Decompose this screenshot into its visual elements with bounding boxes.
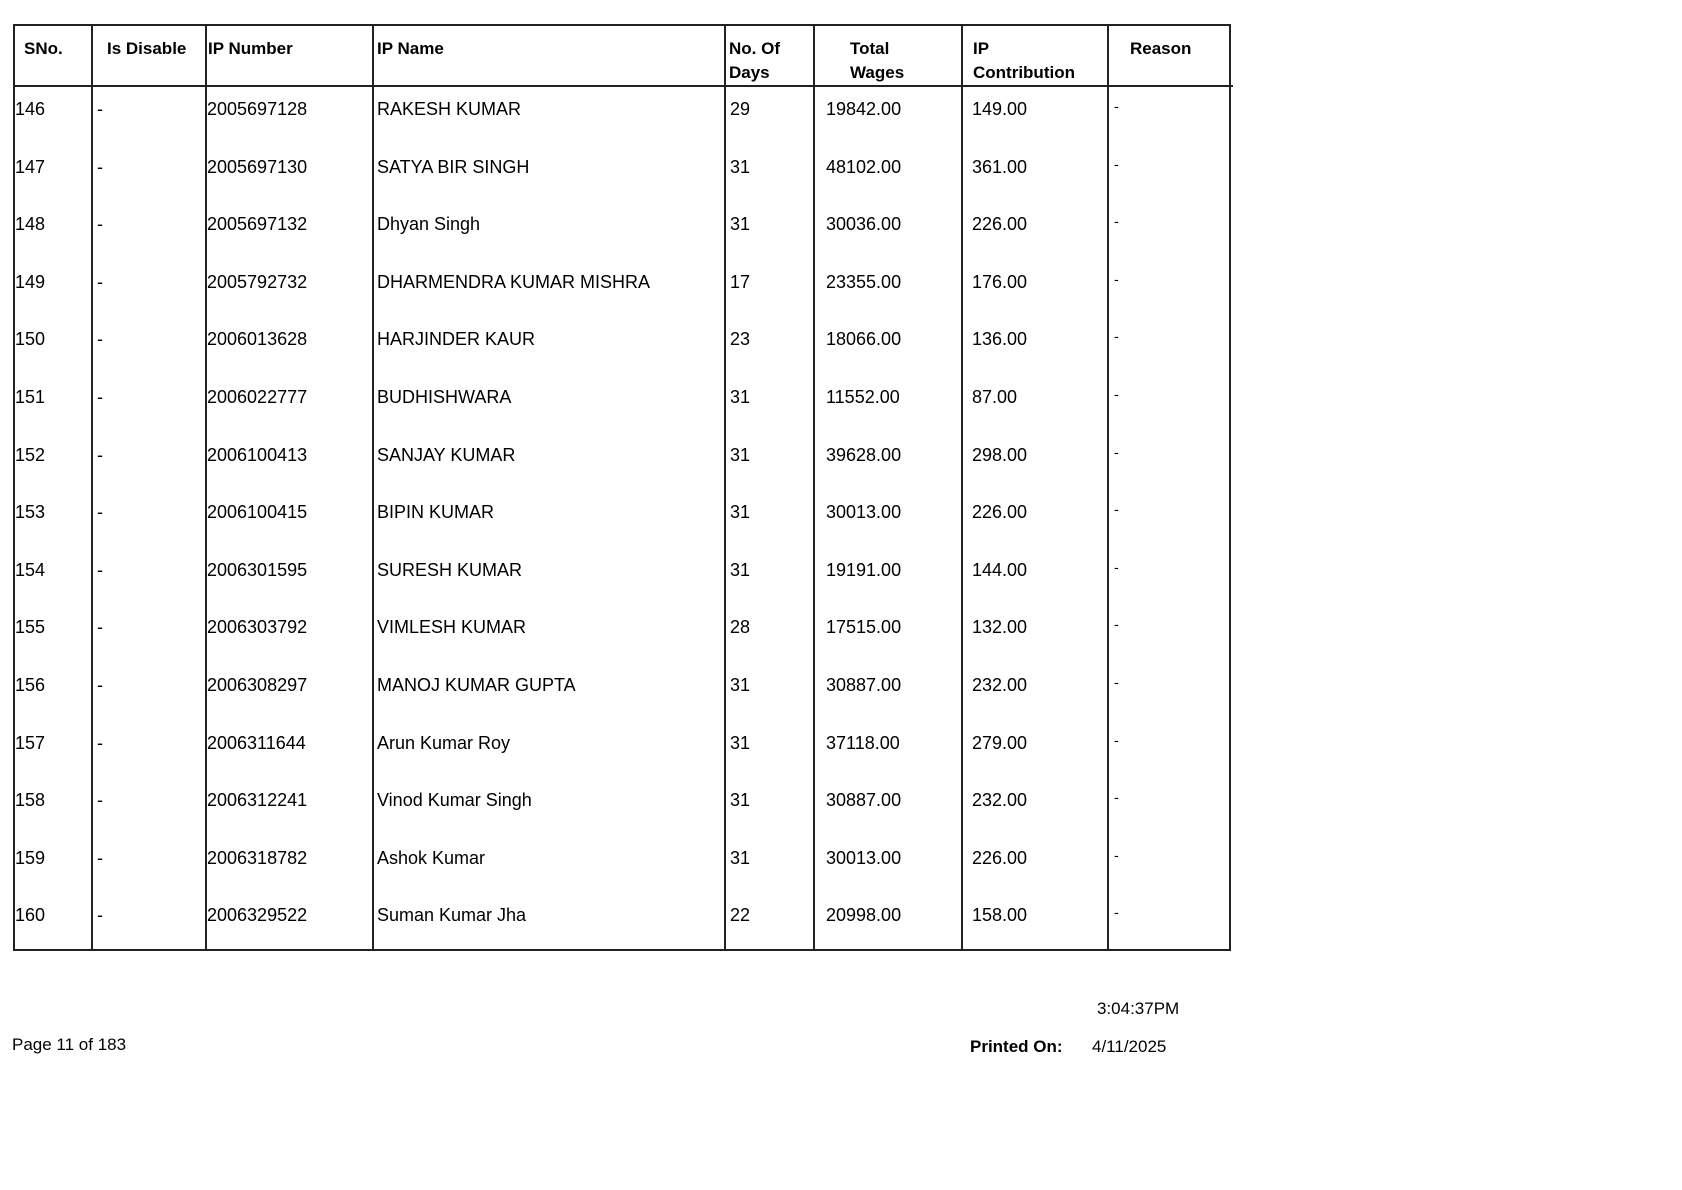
cell-reason: - xyxy=(1114,443,1119,460)
cell-wages: 39628.00 xyxy=(826,444,902,465)
cell-wages: 19191.00 xyxy=(826,559,902,580)
column-divider xyxy=(91,26,93,949)
cell-ip-number: 2006308297 xyxy=(207,675,308,695)
cell-ip-name: HARJINDER KAUR xyxy=(377,329,536,350)
cell-is-disable: - xyxy=(97,617,103,638)
cell-is-disable: - xyxy=(97,329,103,350)
cell-is-disable: - xyxy=(97,99,103,119)
column-header-contribution: IP Contribution xyxy=(973,39,1075,82)
header-divider xyxy=(15,85,1233,87)
cell-sno: 150 xyxy=(15,329,46,350)
page-number: Page 11 of 183 xyxy=(12,1035,127,1054)
column-header-reason: Reason xyxy=(1130,39,1192,58)
cell-reason: - xyxy=(1114,789,1119,806)
cell-reason: - xyxy=(1114,155,1119,172)
cell-reason: - xyxy=(1114,846,1119,863)
cell-reason: - xyxy=(1114,558,1119,575)
cell-sno: 152 xyxy=(15,444,46,465)
cell-is-disable: - xyxy=(97,847,103,868)
cell-sno: 147 xyxy=(15,156,46,177)
column-divider xyxy=(961,26,963,949)
cell-ip-number: 2005697130 xyxy=(207,156,308,177)
cell-is-disable: - xyxy=(97,156,103,177)
cell-ip-number: 2005792732 xyxy=(207,271,308,292)
cell-wages: 30887.00 xyxy=(826,790,902,811)
cell-ip-number: 2006312241 xyxy=(207,790,308,811)
cell-days: 31 xyxy=(730,847,751,868)
column-header-sno: SNo. xyxy=(24,39,63,58)
cell-ip-name: RAKESH KUMAR xyxy=(377,99,522,119)
cell-reason: - xyxy=(1114,674,1119,690)
cell-is-disable: - xyxy=(97,444,103,465)
cell-contribution: 176.00 xyxy=(972,271,1028,292)
cell-sno: 159 xyxy=(15,847,46,868)
cell-days: 23 xyxy=(730,329,751,350)
cell-sno: 155 xyxy=(15,617,46,638)
cell-days: 31 xyxy=(730,675,751,695)
cell-contribution: 232.00 xyxy=(972,675,1028,695)
cell-wages: 30013.00 xyxy=(826,502,902,523)
cell-sno: 148 xyxy=(15,214,46,235)
cell-days: 28 xyxy=(730,617,751,638)
cell-days: 31 xyxy=(730,156,751,177)
cell-days: 22 xyxy=(730,905,751,926)
cell-ip-name: VIMLESH KUMAR xyxy=(377,617,527,638)
cell-wages: 48102.00 xyxy=(826,156,902,177)
cell-ip-name: Ashok Kumar xyxy=(377,847,486,868)
cell-contribution: 136.00 xyxy=(972,329,1028,350)
cell-days: 31 xyxy=(730,387,751,407)
cell-ip-name: BUDHISHWARA xyxy=(377,387,512,407)
cell-wages: 20998.00 xyxy=(826,905,902,926)
cell-days: 31 xyxy=(730,214,751,235)
cell-wages: 11552.00 xyxy=(826,387,900,407)
cell-wages: 30013.00 xyxy=(826,847,902,868)
cell-sno: 151 xyxy=(15,387,46,407)
cell-reason: - xyxy=(1114,270,1119,287)
cell-contribution: 87.00 xyxy=(972,387,1018,407)
cell-sno: 149 xyxy=(15,271,46,292)
cell-ip-name: SANJAY KUMAR xyxy=(377,444,516,465)
cell-reason: - xyxy=(1114,98,1119,114)
cell-wages: 19842.00 xyxy=(826,99,902,119)
cell-sno: 156 xyxy=(15,675,46,695)
cell-ip-name: MANOJ KUMAR GUPTA xyxy=(377,675,576,695)
cell-wages: 23355.00 xyxy=(826,271,902,292)
cell-ip-name: Arun Kumar Roy xyxy=(377,732,511,753)
cell-reason: - xyxy=(1114,731,1119,748)
cell-days: 31 xyxy=(730,790,751,811)
cell-is-disable: - xyxy=(97,214,103,235)
cell-contribution: 226.00 xyxy=(972,214,1028,235)
printed-date: 4/11/2025 xyxy=(1092,1037,1167,1056)
cell-contribution: 132.00 xyxy=(972,617,1028,638)
cell-ip-number: 2005697128 xyxy=(207,99,308,119)
cell-wages: 30036.00 xyxy=(826,214,902,235)
cell-ip-name: Suman Kumar Jha xyxy=(377,905,527,926)
cell-contribution: 158.00 xyxy=(972,905,1028,926)
cell-is-disable: - xyxy=(97,387,103,407)
cell-is-disable: - xyxy=(97,675,103,695)
cell-days: 31 xyxy=(730,732,751,753)
printed-on-label: Printed On: xyxy=(970,1037,1063,1056)
column-header-ip-number: IP Number xyxy=(208,39,293,58)
column-header-wages: Total Wages xyxy=(850,39,905,82)
cell-contribution: 232.00 xyxy=(972,790,1028,811)
cell-wages: 30887.00 xyxy=(826,675,902,695)
cell-ip-number: 2006100415 xyxy=(207,502,308,523)
cell-sno: 160 xyxy=(15,905,46,926)
cell-ip-name: Vinod Kumar Singh xyxy=(377,790,532,811)
cell-is-disable: - xyxy=(97,905,103,926)
column-header-days: No. Of Days xyxy=(729,39,780,82)
column-header-is-disable: Is Disable xyxy=(107,39,187,58)
cell-ip-name: SURESH KUMAR xyxy=(377,559,523,580)
cell-contribution: 226.00 xyxy=(972,502,1028,523)
cell-contribution: 298.00 xyxy=(972,444,1028,465)
column-divider xyxy=(1107,26,1109,949)
cell-ip-name: BIPIN KUMAR xyxy=(377,502,495,523)
cell-sno: 153 xyxy=(15,502,46,523)
cell-days: 31 xyxy=(730,444,751,465)
cell-days: 29 xyxy=(730,99,751,119)
cell-ip-number: 2006022777 xyxy=(207,387,308,407)
cell-ip-number: 2006013628 xyxy=(207,329,308,350)
cell-reason: - xyxy=(1114,213,1119,230)
contribution-table xyxy=(13,24,1231,951)
cell-is-disable: - xyxy=(97,271,103,292)
cell-ip-name: DHARMENDRA KUMAR MISHRA xyxy=(377,271,651,292)
cell-ip-name: Dhyan Singh xyxy=(377,214,481,235)
cell-sno: 158 xyxy=(15,790,46,811)
cell-sno: 154 xyxy=(15,559,46,580)
cell-days: 31 xyxy=(730,559,751,580)
cell-is-disable: - xyxy=(97,559,103,580)
cell-sno: 157 xyxy=(15,732,46,753)
cell-sno: 146 xyxy=(15,99,46,119)
cell-reason: - xyxy=(1114,501,1119,518)
cell-contribution: 279.00 xyxy=(972,732,1028,753)
cell-reason: - xyxy=(1114,616,1119,633)
cell-is-disable: - xyxy=(97,502,103,523)
cell-ip-number: 2006303792 xyxy=(207,617,308,638)
cell-ip-number: 2006100413 xyxy=(207,444,308,465)
cell-reason: - xyxy=(1114,386,1119,402)
cell-ip-number: 2006329522 xyxy=(207,905,308,926)
cell-is-disable: - xyxy=(97,790,103,811)
column-header-ip-name: IP Name xyxy=(377,39,444,58)
column-divider xyxy=(813,26,815,949)
cell-is-disable: - xyxy=(97,732,103,753)
cell-reason: - xyxy=(1114,328,1119,345)
cell-contribution: 361.00 xyxy=(972,156,1028,177)
cell-contribution: 226.00 xyxy=(972,847,1028,868)
cell-contribution: 144.00 xyxy=(972,559,1028,580)
cell-ip-number: 2006318782 xyxy=(207,847,308,868)
cell-ip-number: 2005697132 xyxy=(207,214,308,235)
cell-wages: 37118.00 xyxy=(826,732,900,753)
column-divider xyxy=(724,26,726,949)
cell-ip-number: 2006311644 xyxy=(207,732,306,753)
cell-reason: - xyxy=(1114,904,1119,921)
cell-days: 17 xyxy=(730,271,751,292)
column-divider xyxy=(372,26,374,949)
cell-wages: 18066.00 xyxy=(826,329,902,350)
cell-days: 31 xyxy=(730,502,751,523)
printed-time: 3:04:37PM xyxy=(1097,999,1180,1018)
cell-ip-number: 2006301595 xyxy=(207,559,308,580)
cell-contribution: 149.00 xyxy=(972,99,1028,119)
cell-ip-name: SATYA BIR SINGH xyxy=(377,156,530,177)
cell-wages: 17515.00 xyxy=(826,617,902,638)
